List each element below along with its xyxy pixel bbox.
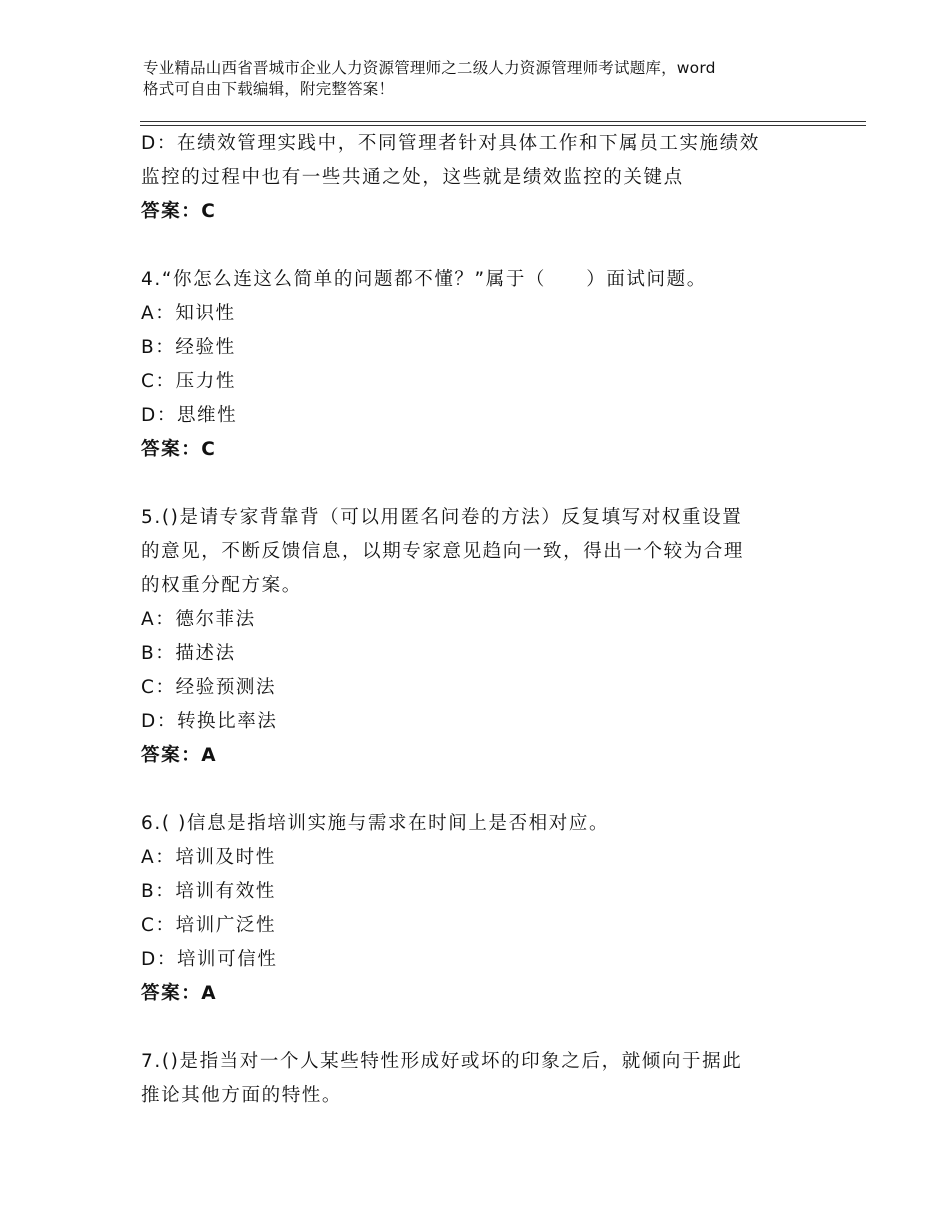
question-block-3 [141,127,821,229]
option-c: C：培训广泛性 [141,915,277,936]
header-divider-bottom [140,125,866,126]
option-a: A：培训及时性 [141,847,276,868]
spacer [141,1011,821,1045]
option-line: D：在绩效管理实践中，不同管理者针对具体工作和下属员工实施绩效 [141,133,760,154]
question-block-6 [141,807,821,1011]
option-c: C：经验预测法 [141,677,277,698]
option-d: D：转换比率法 [141,711,278,732]
question-text: 推论其他方面的特性。 [141,1085,343,1106]
question-block-5 [141,501,821,773]
option-line: 监控的过程中也有一些共通之处，这些就是绩效监控的关键点 [141,167,684,188]
option-c: C：压力性 [141,371,236,392]
header-divider-top [140,121,866,122]
spacer [141,467,821,501]
answer-line: 答案：C [141,439,217,460]
option-b: B：培训有效性 [141,881,276,902]
spacer [141,229,821,263]
answer-line: 答案：C [141,201,217,222]
spacer [141,773,821,807]
option-a: A：知识性 [141,303,236,324]
question-text: 的权重分配方案。 [141,575,302,596]
question-block-7 [141,1045,821,1113]
option-d: D：培训可信性 [141,949,278,970]
option-d: D：思维性 [141,405,238,426]
header-line-1: 专业精品山西省晋城市企业人力资源管理师之二级人力资源管理师考试题库，word [143,59,716,77]
question-text: 的意见，不断反馈信息，以期专家意见趋向一致，得出一个较为合理 [141,541,745,562]
question-text: 7.()是指当对一个人某些特性形成好或坏的印象之后，就倾向于据此 [141,1051,743,1072]
option-a: A：德尔菲法 [141,609,256,630]
header-line-2: 格式可自由下载编辑，附完整答案！ [143,80,395,98]
question-block-4 [141,263,821,467]
question-text: 4.“你怎么连这么简单的问题都不懂？”属于（ ）面试问题。 [141,269,707,290]
question-content [141,127,821,1113]
page-header [143,58,833,100]
question-text: 5.()是请专家背靠背（可以用匿名问卷的方法）反复填写对权重设置 [141,507,743,528]
option-b: B：经验性 [141,337,236,358]
question-text: 6.( )信息是指培训实施与需求在时间上是否相对应。 [141,813,610,834]
answer-line: 答案：A [141,745,218,766]
answer-line: 答案：A [141,983,218,1004]
option-b: B：描述法 [141,643,236,664]
